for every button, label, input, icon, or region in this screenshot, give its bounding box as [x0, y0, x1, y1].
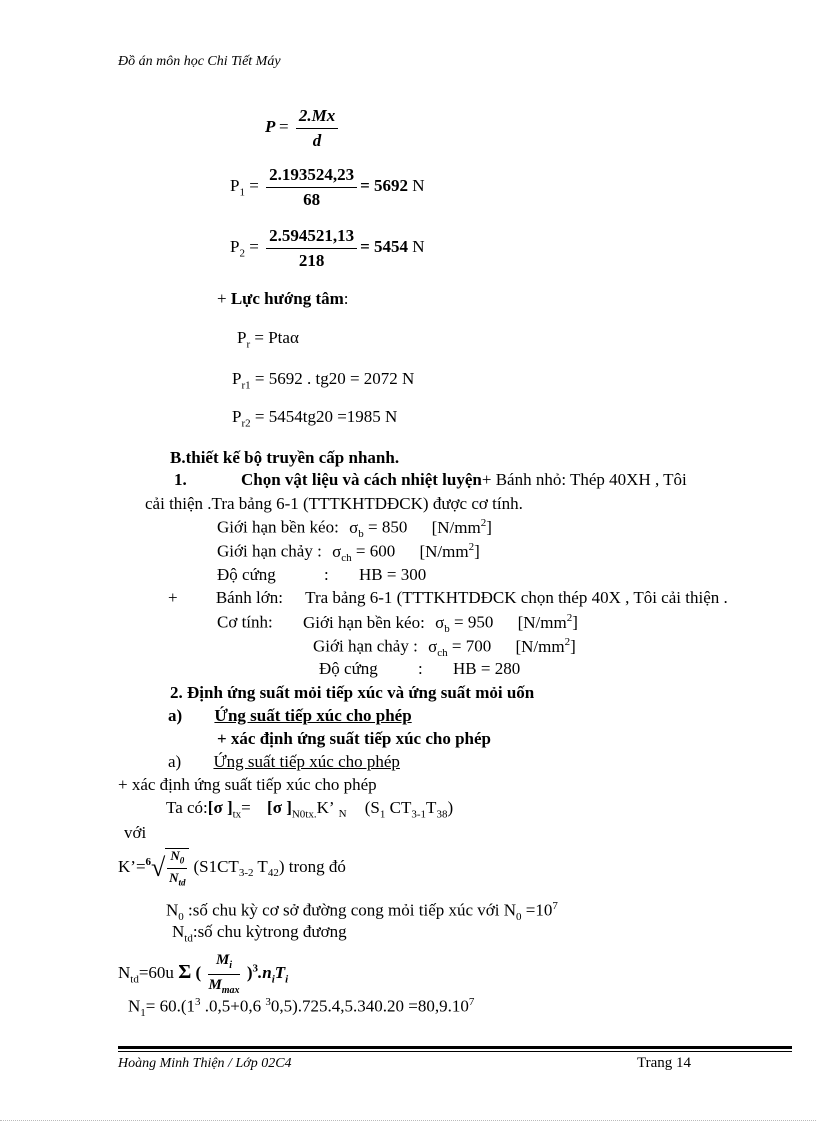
formula-p-fraction: $\frac{2.Mx}{d}$ — [296, 106, 338, 150]
big-gear-line: + Bánh lớn: Tra bảng 6-1 (TTTKHTDĐCK chọn thép 40X , Tôi cải thiện . — [168, 588, 728, 607]
radial-heading: + Lực hướng tâm: — [217, 289, 349, 308]
big-gear-tensile: Cơ tính: Giới hạn bền kéo: $\sigma_b = 950$ $[N/mm^2]$ — [217, 612, 578, 636]
big-gear-yield: Giới hạn chảy : $\sigma_{ch} = 700$ $[N/mm^2]$ — [313, 636, 576, 660]
subsection-a1: a) Ứng suất tiếp xúc cho phép — [168, 706, 412, 725]
n0-definition: $N_0$ :số chu kỳ cơ sở đường cong mỏi tiếp xúc với $N_0 =10^7$ — [166, 900, 558, 924]
formula-pr2: $P_{r2} = 5454tg20 =1985$ N — [232, 407, 398, 430]
footer-page-number: Trang 14 — [637, 1055, 692, 1071]
big-gear-hardness: Độ cứng : HB = 280 — [319, 659, 521, 678]
formula-k-root: K’=$^6$√ $\frac{N_0}{N_{td}}$ ($S1CT_{3-2}$ $T_{42}$) trong đó — [118, 848, 346, 888]
subsection-a2-sub: + xác định ứng suất tiếp xúc cho phép — [118, 775, 377, 794]
footer-rule-thin — [118, 1051, 792, 1052]
formula-sigma-tx: Ta có:[σ ]$_{tx}= [\sigma$ ]$_{N0tx.}K$’ $_N$ ($S_1$ $CT_{3-1}T_{38}$) — [166, 798, 454, 821]
section-1-line: 1. Chọn vật liệu và cách nhiệt luyện+ Bánh nhỏ: Thép 40XH , Tôi — [174, 470, 687, 489]
page-bottom-dotted-line — [0, 1120, 816, 1121]
subsection-a2: a) Ứng suất tiếp xúc cho phép — [168, 752, 400, 771]
footer-rule-thick — [118, 1046, 792, 1049]
small-gear-tensile: Giới hạn bền kéo: $\sigma_b = 850$ $[N/mm^2]$ — [217, 517, 492, 541]
label-voi: với — [124, 823, 147, 842]
formula-p1: $P_1$ = $\frac{2.193524,23}{68}$ = 5692 N — [230, 165, 425, 209]
formula-pr1: $P_{r1} = 5692$ . tg20 = 2072 N — [232, 369, 415, 392]
formula-n1: $N_1= 60.(1^3$ .0,5+0,6 $^30,5).725.4,5.340.20 =80,9.10^7$ — [128, 996, 475, 1020]
subsection-a1-sub: + xác định ứng suất tiếp xúc cho phép — [217, 729, 492, 748]
small-gear-yield: Giới hạn chảy : $\sigma_{ch} = 600$ $[N/mm^2]$ — [217, 541, 480, 565]
formula-pr: $P_r = Pta\alpha$ — [237, 328, 299, 351]
section-1-line2: cải thiện .Tra bảng 6-1 (TTTKHTDĐCK) được cơ tính. — [145, 494, 523, 513]
page-header-title: Đồ án môn học Chi Tiết Máy — [118, 54, 281, 69]
ntd-definition: $N_{td}:số$ chu kỳtrong đương — [172, 922, 347, 945]
section-2-heading: 2. Định ứng suất mỏi tiếp xúc và ứng suất mỏi uốn — [170, 683, 535, 702]
small-gear-hardness: Độ cứng : HB = 300 — [217, 565, 427, 584]
formula-p2: $P_2$ = $\frac{2.594521,13}{218}$ = 5454 N — [230, 226, 425, 270]
footer-author: Hoàng Minh Thiện / Lớp 02C4 — [118, 1056, 292, 1071]
formula-p: P = $\frac{2.Mx}{d}$ — [265, 106, 341, 150]
formula-ntd: $N_{td}=60u$ Σ ( $\frac{M_i}{M_{max}}$ )$^3.n_iT_i$ — [118, 952, 289, 996]
section-b-heading: B.thiết kế bộ truyền cấp nhanh. — [170, 448, 400, 467]
